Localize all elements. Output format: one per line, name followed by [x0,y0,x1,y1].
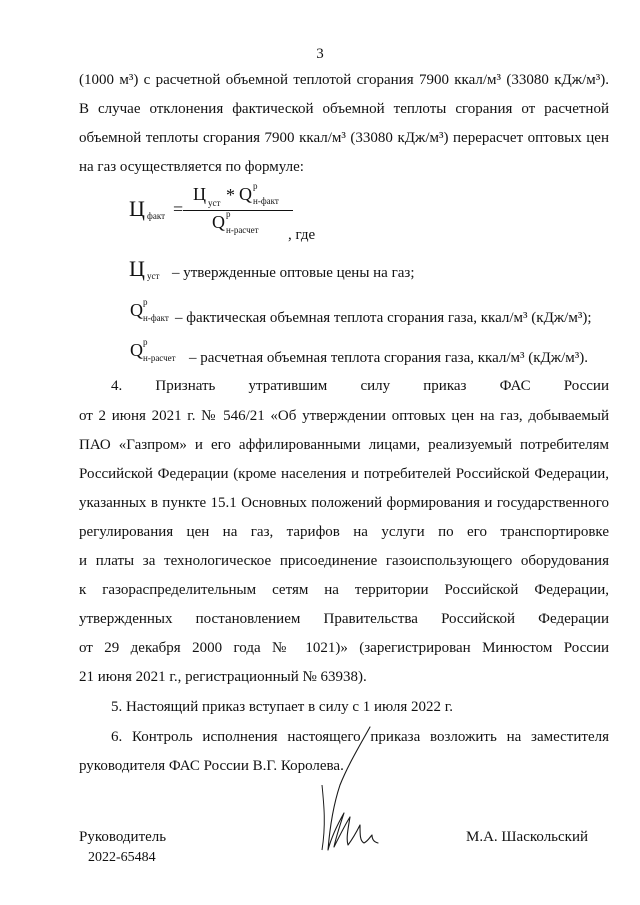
item4-line-11 [79,667,609,687]
formula-lhs-sub: факт [147,211,166,221]
item4-text: указанных в пункте 15.1 Основных положений формирования и государственного [79,495,609,511]
handwritten-signature [310,725,400,865]
item4-text: регулирования цен на газ, тарифов на услуги по его транспортировке [79,524,609,540]
definition-symbol: Q [130,300,143,320]
formula-num-sub: уст [208,198,221,208]
definition-sup: р [143,297,148,307]
item4-line-2 [79,406,609,426]
item4-text: утвержденных постановлением Правительства Российской Федерации [79,611,609,627]
formula-num-q-sub: н-факт [253,196,279,206]
formula-where: , где [288,227,316,243]
item4-line-10 [79,638,609,658]
item6-text: 6. Контроль исполнения настоящего приказа возложить на заместителя [111,729,609,745]
item4-line-6 [79,522,609,542]
intro-line-text: В случае отклонения фактической объемной теплоты сгорания от расчетной [79,101,609,117]
formula-den-q: Q [212,212,225,232]
definition-price [129,256,145,282]
definition-sub: н-расчет [143,353,176,363]
fraction-bar [183,210,293,211]
definition-symbol: Ц [129,256,145,281]
formula-times: * [226,185,235,205]
item4-text: 21 июня 2021 г., регистрационный № 63938). [79,669,367,685]
item4-line-4 [79,464,609,484]
formula-equals: = [173,199,184,219]
formula-den-q-sub: н-расчет [226,225,259,235]
signatory-title: Руководитель [79,829,167,845]
definition-sub: н-факт [143,313,169,323]
document-number: 2022-65484 [88,850,156,865]
intro-line-text: (1000 м³) с расчетной объемной теплотой сгорания 7900 ккал/м³ (33080 кДж/м³). [79,72,609,88]
item4-line-7 [79,551,609,571]
formula-lhs-symbol: Ц [129,196,145,221]
formula-num-q-sup: р [253,181,258,191]
item6-text: руководителя ФАС России В.Г. Королева. [79,758,344,774]
formula-num-q: Q [239,184,252,204]
formula-num-symbol: Ц [193,184,206,204]
definition-text: – фактическая объемная теплота сгорания газа, ккал/м³ (кДж/м³); [175,310,592,326]
item5-text: 5. Настоящий приказ вступает в силу с 1 июля 2022 г. [111,699,453,715]
definition-sup: р [143,337,148,347]
formula-den-q-sup: р [226,209,231,219]
page-number: 3 [316,46,324,62]
intro-line-text: на газ осуществляется по формуле: [79,159,304,175]
item4-line-5 [79,493,609,513]
item4-line-9 [79,609,609,629]
item4-text: от 2 июня 2021 г. № 546/21 «Об утверждении оптовых цен на газ, добываемый [79,408,609,424]
item4-text: от 29 декабря 2000 года № 1021)» (зарегистрирован Минюстом России [79,640,609,656]
intro-line-text: объемной теплоты сгорания 7900 ккал/м³ (33080 кДж/м³) перерасчет оптовых цен [79,130,609,146]
item5-line [111,697,609,717]
item4-text: ПАО «Газпром» и его аффилированными лицами, реализуемый потребителям [79,437,609,453]
definition-sub: уст [147,271,160,281]
item4-line-1 [111,376,609,396]
item4-line-8 [79,580,609,600]
item4-text: 4. Признать утратившим силу приказ ФАС России [111,378,609,394]
item4-text: и платы за технологическое присоединение газоиспользующего оборудования [79,553,609,569]
item4-text: к газораспределительным сетям на территории Российской Федерации, [79,582,609,598]
item4-line-3 [79,435,609,455]
definition-text: – расчетная объемная теплота сгорания газа, ккал/м³ (кДж/м³). [189,350,589,366]
definition-text: – утвержденные оптовые цены на газ; [172,265,415,281]
definition-symbol: Q [130,340,143,360]
item4-text: Российской Федерации (кроме населения и потребителей Российской Федерации, [79,466,609,482]
signatory-name: М.А. Шаскольский [466,829,589,845]
